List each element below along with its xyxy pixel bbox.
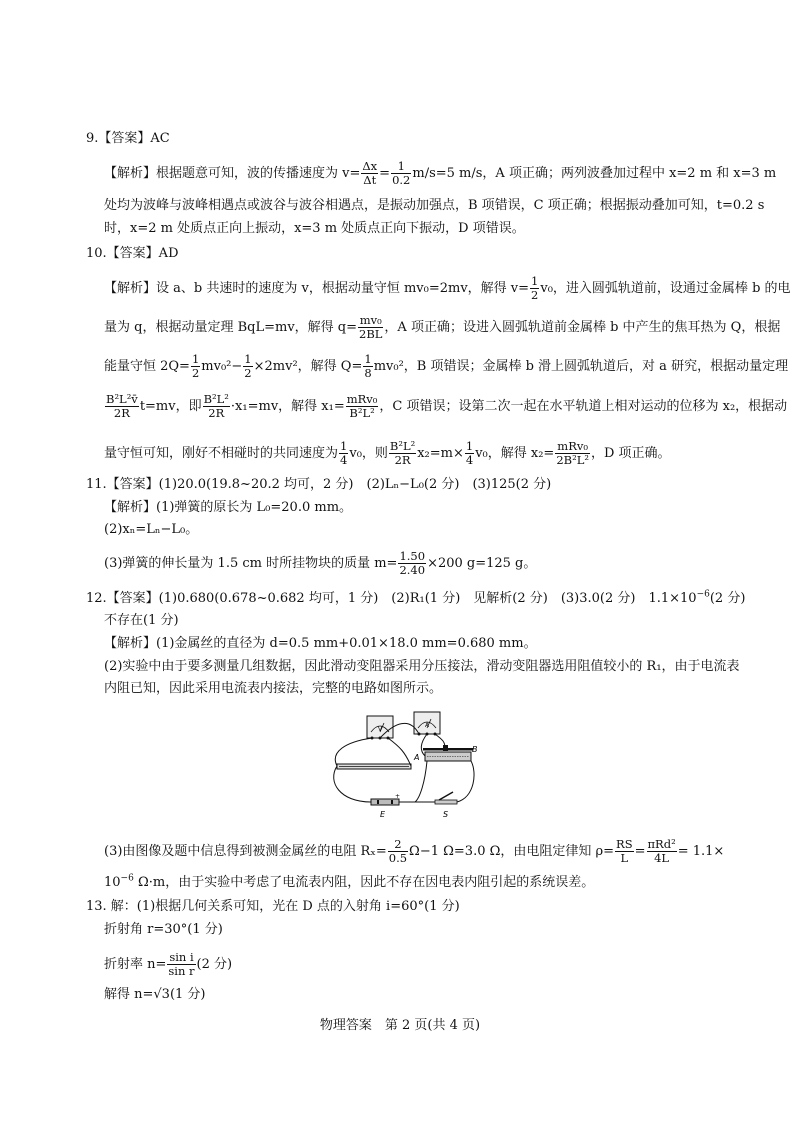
fraction: $\frac{1}{2}$ [244, 352, 252, 380]
fraction: $\frac{\text{B²L²v̄}}{2R}$ [106, 392, 138, 420]
fraction: $\frac{1}{4}$ [340, 439, 348, 467]
metal-wire-board [337, 764, 411, 769]
q10-analysis-line3: 能量守恒 2Q= $\frac{1}{2}$ mv₀²− $\frac{1}{2}$ ×2mv²，解得 Q= $\frac{1}{8}$ mv₀²，B 项错误；金属棒 b 滑上圆弧轨道后，对 a 研究，根据动量定理 [104, 352, 789, 380]
fraction: $\frac{RS}{L}$ [616, 837, 633, 865]
q10-analysis-line2: 量为 q，根据动量定理 BqL=mv，解得 q= $\frac{\text{mv₀}}{2BL}$ ，A 项正确；设进入圆弧轨道前金属棒 b 中产生的焦耳热为 Q，根据 [104, 313, 781, 341]
label-e: E [380, 810, 386, 819]
q10-analysis-line1: 【解析】设 a、b 共速时的速度为 v，根据动量守恒 mv₀=2mv，解得 v= $\frac{1}{2}$ v₀，进入圆弧轨道前，设通过金属棒 b 的电 [104, 274, 791, 302]
fraction: $\frac{\text{mRv₀}}{\text{2B²L²}}$ [556, 439, 589, 467]
fraction: $\frac{1.50}{2.40}$ [399, 549, 426, 577]
q9-answer: 9.【答案】AC [86, 131, 170, 146]
fraction: $\frac{2}{0.5}$ [388, 837, 408, 865]
circuit-diagram [325, 702, 485, 822]
fraction: $\frac{\text{mv₀}}{2BL}$ [359, 313, 383, 341]
label-a: A [414, 753, 420, 762]
q9-analysis-line1: 【解析】根据题意可知，波的传播速度为 v= $\frac{\Delta x}{\Delta t}$ = $\frac{1}{0.2}$ m/s=5 m/s，A 项正确；两列波叠加过程中 x=2 m 和 x=3 m [104, 159, 777, 187]
q13-line4: 解得 n=√3(1 分) [104, 987, 206, 1002]
q12-analysis-line4: (3)由图像及题中信息得到被测金属丝的电阻 Rₓ= $\frac{2}{0.5}$ Ω−1 Ω=3.0 Ω，由电阻定律知 ρ= $\frac{RS}{L}$ = $\frac{\text{πRd²}}{4L}$ = 1.1× [104, 837, 725, 865]
fraction: $\frac{1}{2}$ [531, 274, 539, 302]
q10-analysis-line5: 量守恒可知，刚好不相碰时的共同速度为 $\frac{1}{4}$ v₀，则 $\frac{\text{B²L²}}{2R}$ x₂=m× $\frac{1}{4}$ v₀，解得 x₂= $\frac{\text{mRv₀}}{\text{2B²L²}}$ ，D 项正确。 [104, 439, 671, 467]
fraction: $\frac{\Delta x}{\Delta t}$ [362, 159, 378, 187]
fraction: $\frac{\text{mRv₀}}{\text{B²L²}}$ [346, 392, 378, 420]
q12-analysis-line5: $10^{-6}$ Ω·m，由于实验中考虑了电流表内阻，因此不存在因电表内阻引起的系统误差。 [104, 873, 595, 890]
q12-analysis-line1: 【解析】(1)金属丝的直径为 d=0.5 mm+0.01×18.0 mm=0.680 mm。 [104, 636, 537, 651]
q12-analysis-line2: (2)实验中由于要多测量几组数据，因此滑动变阻器采用分压接法，滑动变阻器选用阻值较小的 R₁，由于电流表 [104, 659, 740, 674]
fraction: $\frac{\text{sin i}}{\text{sin r}}$ [168, 950, 195, 978]
q12-answer-line1: 12.【答案】(1)0.680(0.678~0.682 均可，1 分) (2)R₁(1 分) 见解析(2 分) (3)3.0(2 分) $1.1\times 10^{-6}(2$ 分) [86, 589, 746, 606]
q13-line2: 折射角 r=30°(1 分) [104, 922, 223, 937]
voltmeter-icon [367, 716, 393, 740]
battery-icon [371, 793, 400, 819]
q13-line1: 13. 解：(1)根据几何关系可知，光在 D 点的入射角 i=60°(1 分) [86, 899, 460, 914]
q13-line3: 折射率 n= $\frac{\text{sin i}}{\text{sin r}}$ (2 分) [104, 950, 233, 978]
q11-analysis-line3: (3)弹簧的伸长量为 1.5 cm 时所挂物块的质量 m= $\frac{1.50}{2.40}$ ×200 g=125 g。 [104, 549, 537, 577]
q12-answer-line2: 不存在(1 分) [104, 613, 179, 628]
q10-answer: 10.【答案】AD [86, 246, 179, 261]
svg-text:V: V [378, 726, 383, 733]
svg-text:A: A [425, 722, 430, 729]
fraction: $\frac{\text{πRd²}}{4L}$ [647, 837, 676, 865]
fraction: $\frac{\text{B²L²}}{2R}$ [389, 439, 416, 467]
q11-answer: 11.【答案】(1)20.0(19.8~20.2 均可，2 分) (2)Lₙ−L₀(2 分) (3)125(2 分) [86, 477, 552, 492]
q11-analysis-line2: (2)xₙ=Lₙ−L₀。 [104, 522, 199, 537]
svg-text:+: + [395, 793, 401, 800]
label-s: S [443, 810, 449, 819]
fraction: $\frac{1}{2}$ [191, 352, 200, 380]
q9-analysis-line2: 处均为波峰与波峰相遇点或波谷与波谷相遇点，是振动加强点，B 项错误，C 项正确；根据振动叠加可知，t=0.2 s [104, 198, 765, 213]
q10-analysis-line4: $\frac{\text{B²L²v̄}}{2R}$ t=mv，即 $\frac{\text{B²L²}}{2R}$ ·x₁=mv，解得 x₁= $\frac{\text{mRv₀}}{\text{B²L²}}$ ，C 项错误；设第二次一起在水平轨道上相对运动的位移为 x₂，根据动 [106, 392, 788, 420]
connecting-wires [334, 723, 474, 802]
q12-analysis-line3: 内阻已知，因此采用电流表内接法，完整的电路如图所示。 [104, 681, 443, 696]
label-b: B [472, 745, 478, 754]
switch-icon [435, 792, 457, 819]
fraction: $\frac{\text{B²L²}}{2R}$ [203, 392, 229, 420]
fraction: $\frac{1}{8}$ [364, 352, 372, 380]
fraction: $\frac{1}{4}$ [465, 439, 474, 467]
fraction: $\frac{1}{0.2}$ [392, 159, 411, 187]
q9-analysis-line3: 时，x=2 m 处质点正向上振动，x=3 m 处质点正向下振动，D 项错误。 [104, 221, 525, 236]
q11-analysis-line1: 【解析】(1)弹簧的原长为 L₀=20.0 mm。 [104, 500, 353, 515]
page-footer: 物理答案 第 2 页(共 4 页) [319, 1018, 481, 1033]
